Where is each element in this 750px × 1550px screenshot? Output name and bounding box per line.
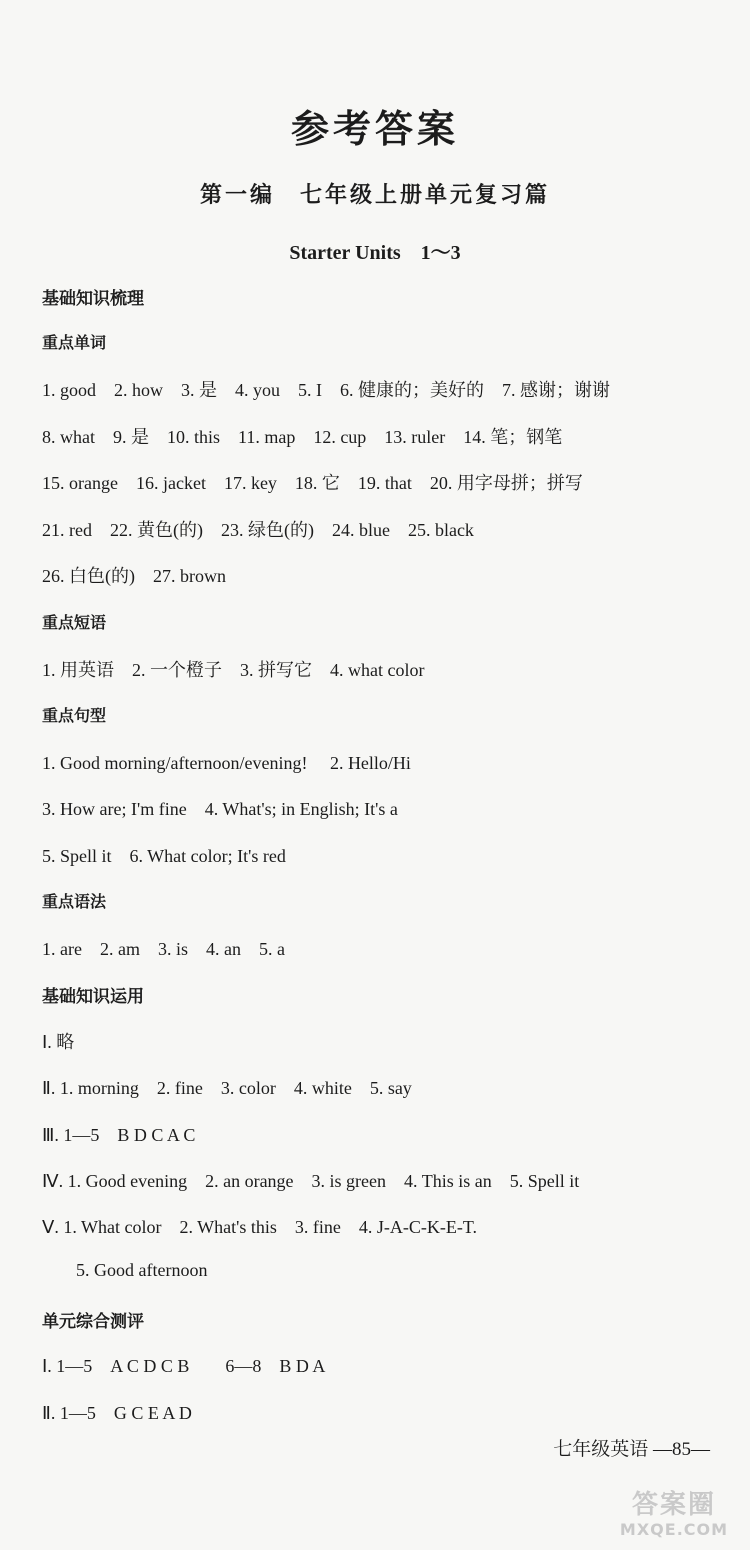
page-footer: 七年级英语 —85— (553, 1439, 710, 1460)
answer-line: 21. red 22. 黄色(的) 23. 绿色(的) 24. blue 25. black (42, 520, 474, 540)
answer-line: 1. 用英语 2. 一个橙子 3. 拼写它 4. what color (42, 660, 425, 680)
page-title: 参考答案 (290, 106, 459, 151)
subsection-key-words: 重点单词 (42, 333, 107, 352)
section-basic-knowledge: 基础知识梳理 (42, 289, 144, 309)
unit-heading: Starter Units 1～3 (289, 242, 461, 264)
answer-line: 5. Good afternoon (76, 1260, 208, 1280)
answer-line: 1. Good morning/afternoon/evening! 2. Hello/Hi (42, 753, 411, 773)
subsection-key-grammar: 重点语法 (42, 892, 107, 911)
answer-line: Ⅴ. 1. What color 2. What's this 3. fine 4. J-A-C-K-E-T. (42, 1217, 477, 1237)
answer-line: Ⅱ. 1—5 G C E A D (42, 1403, 192, 1423)
answer-line: Ⅲ. 1—5 B D C A C (42, 1125, 196, 1145)
watermark-bottom: MXQE.COM (619, 1520, 729, 1539)
subsection-key-phrases: 重点短语 (42, 613, 107, 632)
section-unit-test: 单元综合测评 (42, 1312, 144, 1332)
subsection-key-sentences: 重点句型 (42, 706, 107, 725)
answer-line: Ⅰ. 1—5 A C D C B 6—8 B D A (42, 1356, 326, 1376)
watermark-top: 答案圈 (631, 1490, 716, 1520)
answer-line: 1. are 2. am 3. is 4. an 5. a (42, 939, 285, 959)
answer-line: 3. How are; I'm fine 4. What's; in English; It's a (42, 799, 398, 819)
answer-line: Ⅳ. 1. Good evening 2. an orange 3. is green 4. This is an 5. Spell it (42, 1171, 580, 1191)
answer-line: 8. what 9. 是 10. this 11. map 12. cup 13. ruler 14. 笔；钢笔 (42, 427, 563, 447)
answer-line: 5. Spell it 6. What color; It's red (42, 846, 286, 866)
answer-line: 26. 白色(的) 27. brown (42, 566, 226, 586)
watermark-logo (604, 1490, 744, 1546)
answer-line: 15. orange 16. jacket 17. key 18. 它 19. that 20. 用字母拼；拼写 (42, 473, 583, 493)
answer-line: Ⅱ. 1. morning 2. fine 3. color 4. white 5. say (42, 1078, 412, 1098)
section-knowledge-use: 基础知识运用 (42, 987, 144, 1007)
part-heading: 第一编 七年级上册单元复习篇 (199, 182, 550, 208)
answer-line: 1. good 2. how 3. 是 4. you 5. I 6. 健康的；美好的 7. 感谢；谢谢 (42, 380, 610, 400)
answer-line: Ⅰ. 略 (42, 1032, 75, 1052)
